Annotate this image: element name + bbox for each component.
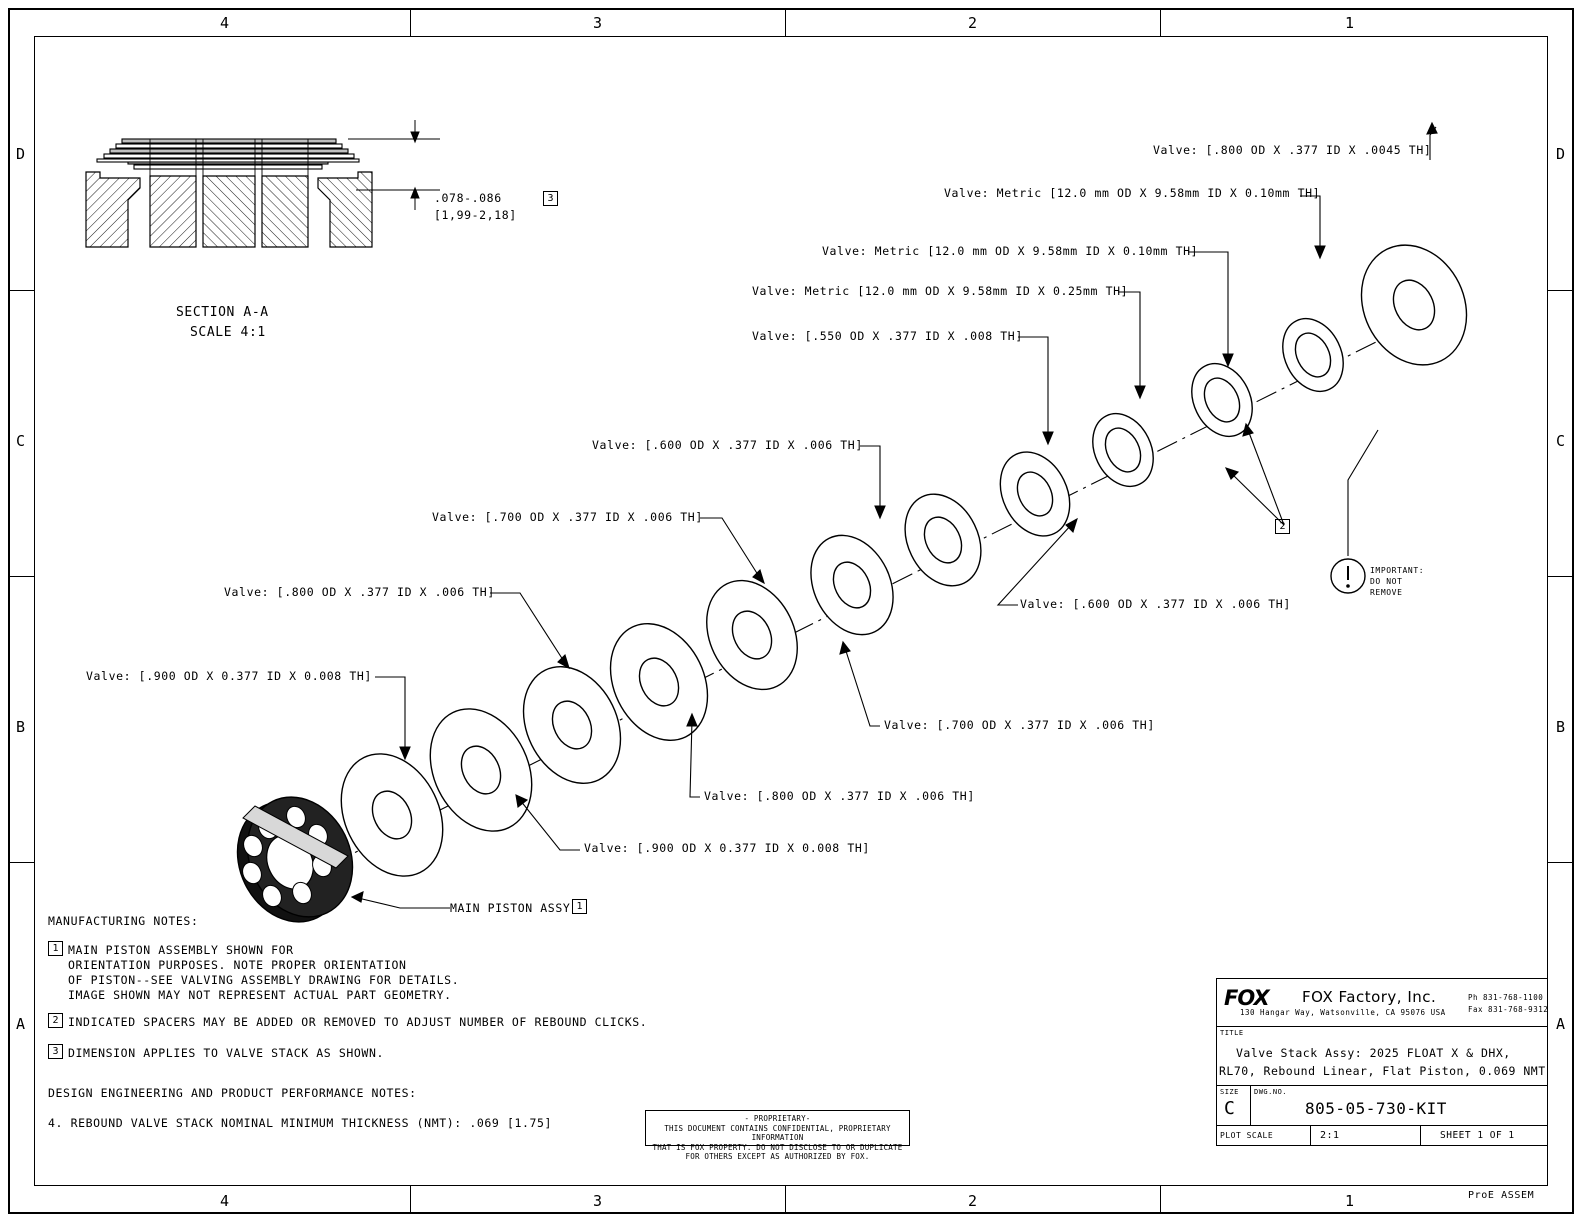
fox-logo: FOX (1224, 986, 1269, 1010)
note-1-line-3: OF PISTON--SEE VALVING ASSEMBLY DRAWING FOR DETAILS. (68, 973, 460, 987)
note-1-line-2: ORIENTATION PURPOSES. NOTE PROPER ORIENTATION (68, 958, 407, 972)
section-title-line2: SCALE 4:1 (190, 325, 266, 340)
note-2-line-1: INDICATED SPACERS MAY BE ADDED OR REMOVED TO ADJUST NUMBER OF REBOUND CLICKS. (68, 1015, 648, 1029)
title-block-div-4 (1250, 1085, 1251, 1125)
dim-flag-3: 3 (543, 191, 558, 206)
size-label: SIZE (1220, 1088, 1239, 1096)
proprietary-line2: THIS DOCUMENT CONTAINS CONFIDENTIAL, PROPRIETARY INFORMATION (664, 1123, 891, 1142)
callout-left-4: Valve: [.900 OD X 0.377 ID X 0.008 TH] (86, 669, 372, 683)
section-title-line1: SECTION A-A (176, 305, 269, 320)
note-1-line-1: MAIN PISTON ASSEMBLY SHOWN FOR (68, 943, 294, 957)
callout-left-3: Valve: [.800 OD X .377 ID X .006 TH] (224, 585, 495, 599)
title-block-div-5 (1310, 1125, 1311, 1146)
zone-label-left-b: B (15, 718, 27, 736)
proprietary-line3: THAT IS FOX PROPERTY. DO NOT DISCLOSE TO OR DUPLICATE (652, 1142, 903, 1152)
plot-scale-label: PLOT SCALE (1220, 1131, 1274, 1140)
company-name: FOX Factory, Inc. (1302, 988, 1437, 1006)
callout-left-1: Valve: [.600 OD X .377 ID X .006 TH] (592, 438, 863, 452)
footer-proe: ProE ASSEM (1468, 1190, 1535, 1201)
company-phone-2: Fax 831-768-9312 (1468, 1005, 1549, 1014)
title-label: TITLE (1220, 1029, 1244, 1037)
proprietary-line1: - PROPRIETARY- (744, 1114, 811, 1123)
zone-label-right-d: D (1555, 145, 1567, 163)
title-block-div-6 (1420, 1125, 1421, 1146)
callout-left-2: Valve: [.700 OD X .377 ID X .006 TH] (432, 510, 703, 524)
zone-label-top-1: 1 (1344, 14, 1356, 32)
callout-lower-right-4: Valve: [.900 OD X 0.377 ID X 0.008 TH] (584, 841, 870, 855)
company-phone-1: Ph 831-768-1100 (1468, 993, 1544, 1002)
title-block-div-2 (1216, 1085, 1548, 1086)
design-notes-heading: DESIGN ENGINEERING AND PRODUCT PERFORMANCE NOTES: (48, 1086, 417, 1100)
title-block-div-1 (1216, 1026, 1548, 1027)
note-flag-1: 1 (48, 941, 63, 956)
title-block-div-3 (1216, 1125, 1548, 1126)
callout-right-1: Valve: [.800 OD X .377 ID X .0045 TH] (1153, 143, 1432, 157)
zone-label-top-2: 2 (967, 14, 979, 32)
dwgno-label: DWG.NO. (1254, 1088, 1288, 1096)
zone-label-left-a: A (15, 1015, 27, 1033)
piston-flag-1: 1 (572, 899, 587, 914)
note-3-line-1: DIMENSION APPLIES TO VALVE STACK AS SHOWN. (68, 1046, 384, 1060)
proprietary-line4: FOR OTHERS EXCEPT AS AUTHORIZED BY FOX. (685, 1152, 870, 1161)
drawing-title-line2: RL70, Rebound Linear, Flat Piston, 0.069 NMT (1219, 1064, 1546, 1078)
section-dim-line1: .078-.086 (434, 191, 502, 205)
zone-label-left-c: C (15, 432, 27, 450)
plot-scale-value: 2:1 (1320, 1130, 1340, 1141)
important-warning-symbol (1331, 559, 1365, 593)
zone-label-bottom-2: 2 (967, 1192, 979, 1210)
drawing-title-line1: Valve Stack Assy: 2025 FLOAT X & DHX, (1236, 1046, 1511, 1060)
important-note-line2: DO NOT (1370, 577, 1403, 586)
note-flag-2: 2 (48, 1013, 63, 1028)
important-note-line1: IMPORTANT: (1370, 566, 1425, 575)
zone-label-bottom-3: 3 (592, 1192, 604, 1210)
notes-heading: MANUFACTURING NOTES: (48, 914, 199, 928)
callout-right-2: Valve: Metric [12.0 mm OD X 9.58mm ID X 0.10mm TH] (944, 186, 1321, 200)
section-dim-line2: [1,99-2,18] (434, 208, 517, 222)
size-value: C (1224, 1098, 1236, 1119)
note-1-line-4: IMAGE SHOWN MAY NOT REPRESENT ACTUAL PART GEOMETRY. (68, 988, 452, 1002)
callout-right-5: Valve: [.550 OD X .377 ID X .008 TH] (752, 329, 1023, 343)
callout-right-3: Valve: Metric [12.0 mm OD X 9.58mm ID X 0.10mm TH] (822, 244, 1199, 258)
zone-label-top-3: 3 (592, 14, 604, 32)
important-note-line3: REMOVE (1370, 588, 1403, 597)
zone-label-right-a: A (1555, 1015, 1567, 1033)
zone-label-right-c: C (1555, 432, 1567, 450)
zone-label-bottom-4: 4 (219, 1192, 231, 1210)
callout-main-piston: MAIN PISTON ASSY (450, 901, 571, 915)
company-address: 130 Hangar Way, Watsonville, CA 95076 USA (1240, 1008, 1446, 1017)
spacer-flag-2: 2 (1275, 519, 1290, 534)
sheet-number: SHEET 1 OF 1 (1440, 1130, 1515, 1141)
zone-label-top-4: 4 (219, 14, 231, 32)
design-note-4: 4. REBOUND VALVE STACK NOMINAL MINIMUM THICKNESS (NMT): .069 [1.75] (48, 1116, 553, 1130)
note-flag-3: 3 (48, 1044, 63, 1059)
proprietary-notice (645, 1110, 910, 1161)
zone-label-right-b: B (1555, 718, 1567, 736)
callout-right-4: Valve: Metric [12.0 mm OD X 9.58mm ID X 0.25mm TH] (752, 284, 1129, 298)
callout-lower-right-3: Valve: [.800 OD X .377 ID X .006 TH] (704, 789, 975, 803)
zone-label-bottom-1: 1 (1344, 1192, 1356, 1210)
zone-label-left-d: D (15, 145, 27, 163)
callout-lower-right-2: Valve: [.700 OD X .377 ID X .006 TH] (884, 718, 1155, 732)
callout-lower-right-1: Valve: [.600 OD X .377 ID X .006 TH] (1020, 597, 1291, 611)
drawing-number: 805-05-730-KIT (1305, 1099, 1447, 1118)
